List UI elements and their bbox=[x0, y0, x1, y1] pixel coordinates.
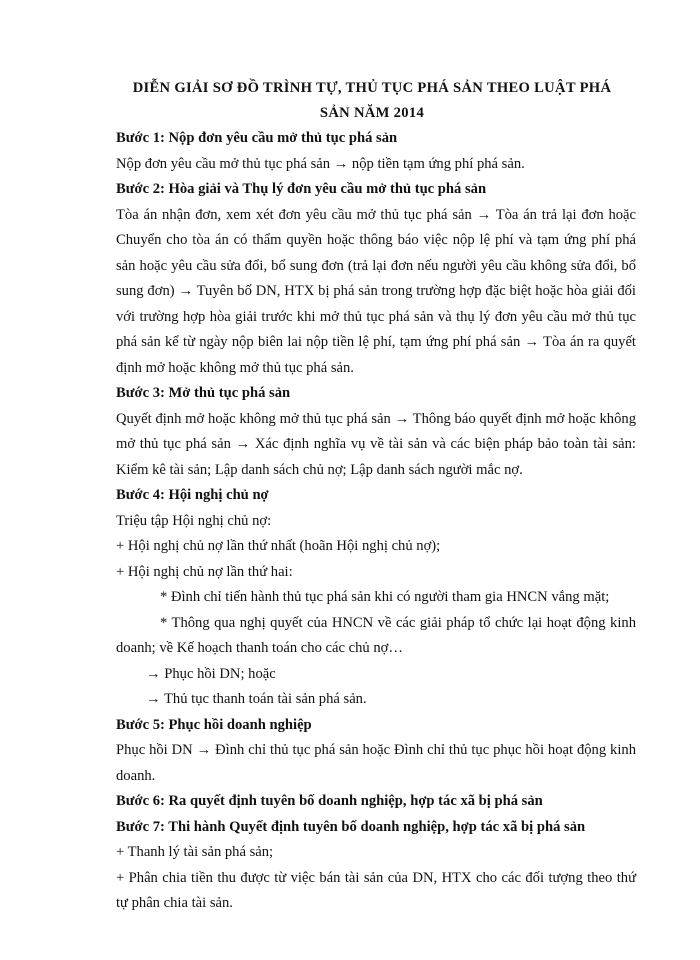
step-4-arrow-1: → Phục hồi DN; hoặc bbox=[146, 665, 276, 682]
step-4-item-2: + Hội nghị chủ nợ lần thứ hai: bbox=[116, 563, 293, 580]
step-7-item-1: + Thanh lý tài sản phá sản; bbox=[116, 844, 274, 860]
step-2-text: Tòa án nhận đơn, xem xét đơn yêu cầu mở thủ tục phá sản → Tòa án trả lại đơn hoặc Chuyển cho tòa án có thẩm quyền hoặc thông báo việc nộp lệ phí và tạm ứng phí phá sản hoặc yêu cầu sửa đổi, bổ sung đơn (trả lại đơn nếu người yêu cầu không sửa đổi, bổ sung đơn) → Tuyên bố DN, HTX bị phá sản trong trường hợp đặc biệt hoặc hòa giải đối với trường hợp hòa giải trước khi mở thủ tục phá sản và thụ lý đơn yêu cầu mở thủ tục phá sản kể từ ngày nộp biên lai nộp tiền lệ phí, tạm ứng phí phá sản → Tòa án ra quyết định mở hoặc không mở thủ tục phá sản. bbox=[116, 206, 636, 376]
step-6-heading: Bước 6: Ra quyết định tuyên bố doanh nghiệp, hợp tác xã bị phá sản bbox=[116, 793, 543, 809]
step-5-section bbox=[116, 713, 636, 790]
step-2-section bbox=[116, 177, 636, 381]
step-4-intro: Triệu tập Hội nghị chủ nợ: bbox=[116, 512, 272, 529]
title-line-2: SẢN NĂM 2014 bbox=[319, 105, 425, 121]
step-7-section bbox=[116, 815, 636, 917]
step-4-sub-1: * Đình chỉ tiến hành thủ tục phá sản khi có người tham gia HNCN vắng mặt; bbox=[160, 589, 610, 605]
step-4-sub-2: * Thông qua nghị quyết của HNCN về các giải pháp tổ chức lại hoạt động kinh doanh; về Kế hoạch thanh toán cho các chủ nợ… bbox=[116, 614, 636, 656]
step-1-heading: Bước 1: Nộp đơn yêu cầu mở thủ tục phá sản bbox=[116, 130, 398, 146]
step-3-heading: Bước 3: Mở thủ tục phá sản bbox=[116, 385, 291, 401]
step-2-heading: Bước 2: Hòa giải và Thụ lý đơn yêu cầu mở thủ tục phá sản bbox=[116, 181, 487, 197]
step-4-arrow-2: → Thủ tục thanh toán tài sản phá sản. bbox=[146, 691, 367, 707]
step-1-text: Nộp đơn yêu cầu mở thủ tục phá sản → nộp tiền tạm ứng phí phá sản. bbox=[116, 155, 525, 172]
step-4-item-1: + Hội nghị chủ nợ lần thứ nhất (hoãn Hội nghị chủ nợ); bbox=[116, 538, 441, 554]
step-5-heading: Bước 5: Phục hồi doanh nghiệp bbox=[116, 716, 312, 733]
step-6-section bbox=[116, 789, 636, 815]
step-3-text: Quyết định mở hoặc không mở thủ tục phá sản → Thông báo quyết định mở hoặc không mở thủ tục phá sản → Xác định nghĩa vụ về tài sản và các biện pháp bảo toàn tài sản: Kiểm kê tài sản; Lập danh sách chủ nợ; Lập danh sách người mắc nợ. bbox=[116, 410, 636, 478]
step-7-item-2: + Phân chia tiền thu được từ việc bán tài sản của DN, HTX cho các đối tượng theo thứ tự phân chia tài sản. bbox=[116, 869, 636, 911]
step-4-section bbox=[116, 483, 636, 713]
step-1-section bbox=[116, 126, 636, 177]
document-title bbox=[108, 76, 636, 126]
step-5-text: Phục hồi DN → Đình chỉ thủ tục phá sản hoặc Đình chỉ thủ tục phục hồi hoạt động kinh doanh. bbox=[116, 742, 636, 784]
step-7-heading: Bước 7: Thi hành Quyết định tuyên bố doanh nghiệp, hợp tác xã bị phá sản bbox=[116, 818, 586, 835]
step-3-section bbox=[116, 381, 636, 483]
title-line-1: DIỄN GIẢI SƠ ĐỒ TRÌNH TỰ, THỦ TỤC PHÁ SẢN THEO LUẬT PHÁ bbox=[132, 80, 612, 96]
step-4-heading: Bước 4: Hội nghị chủ nợ bbox=[116, 487, 269, 503]
